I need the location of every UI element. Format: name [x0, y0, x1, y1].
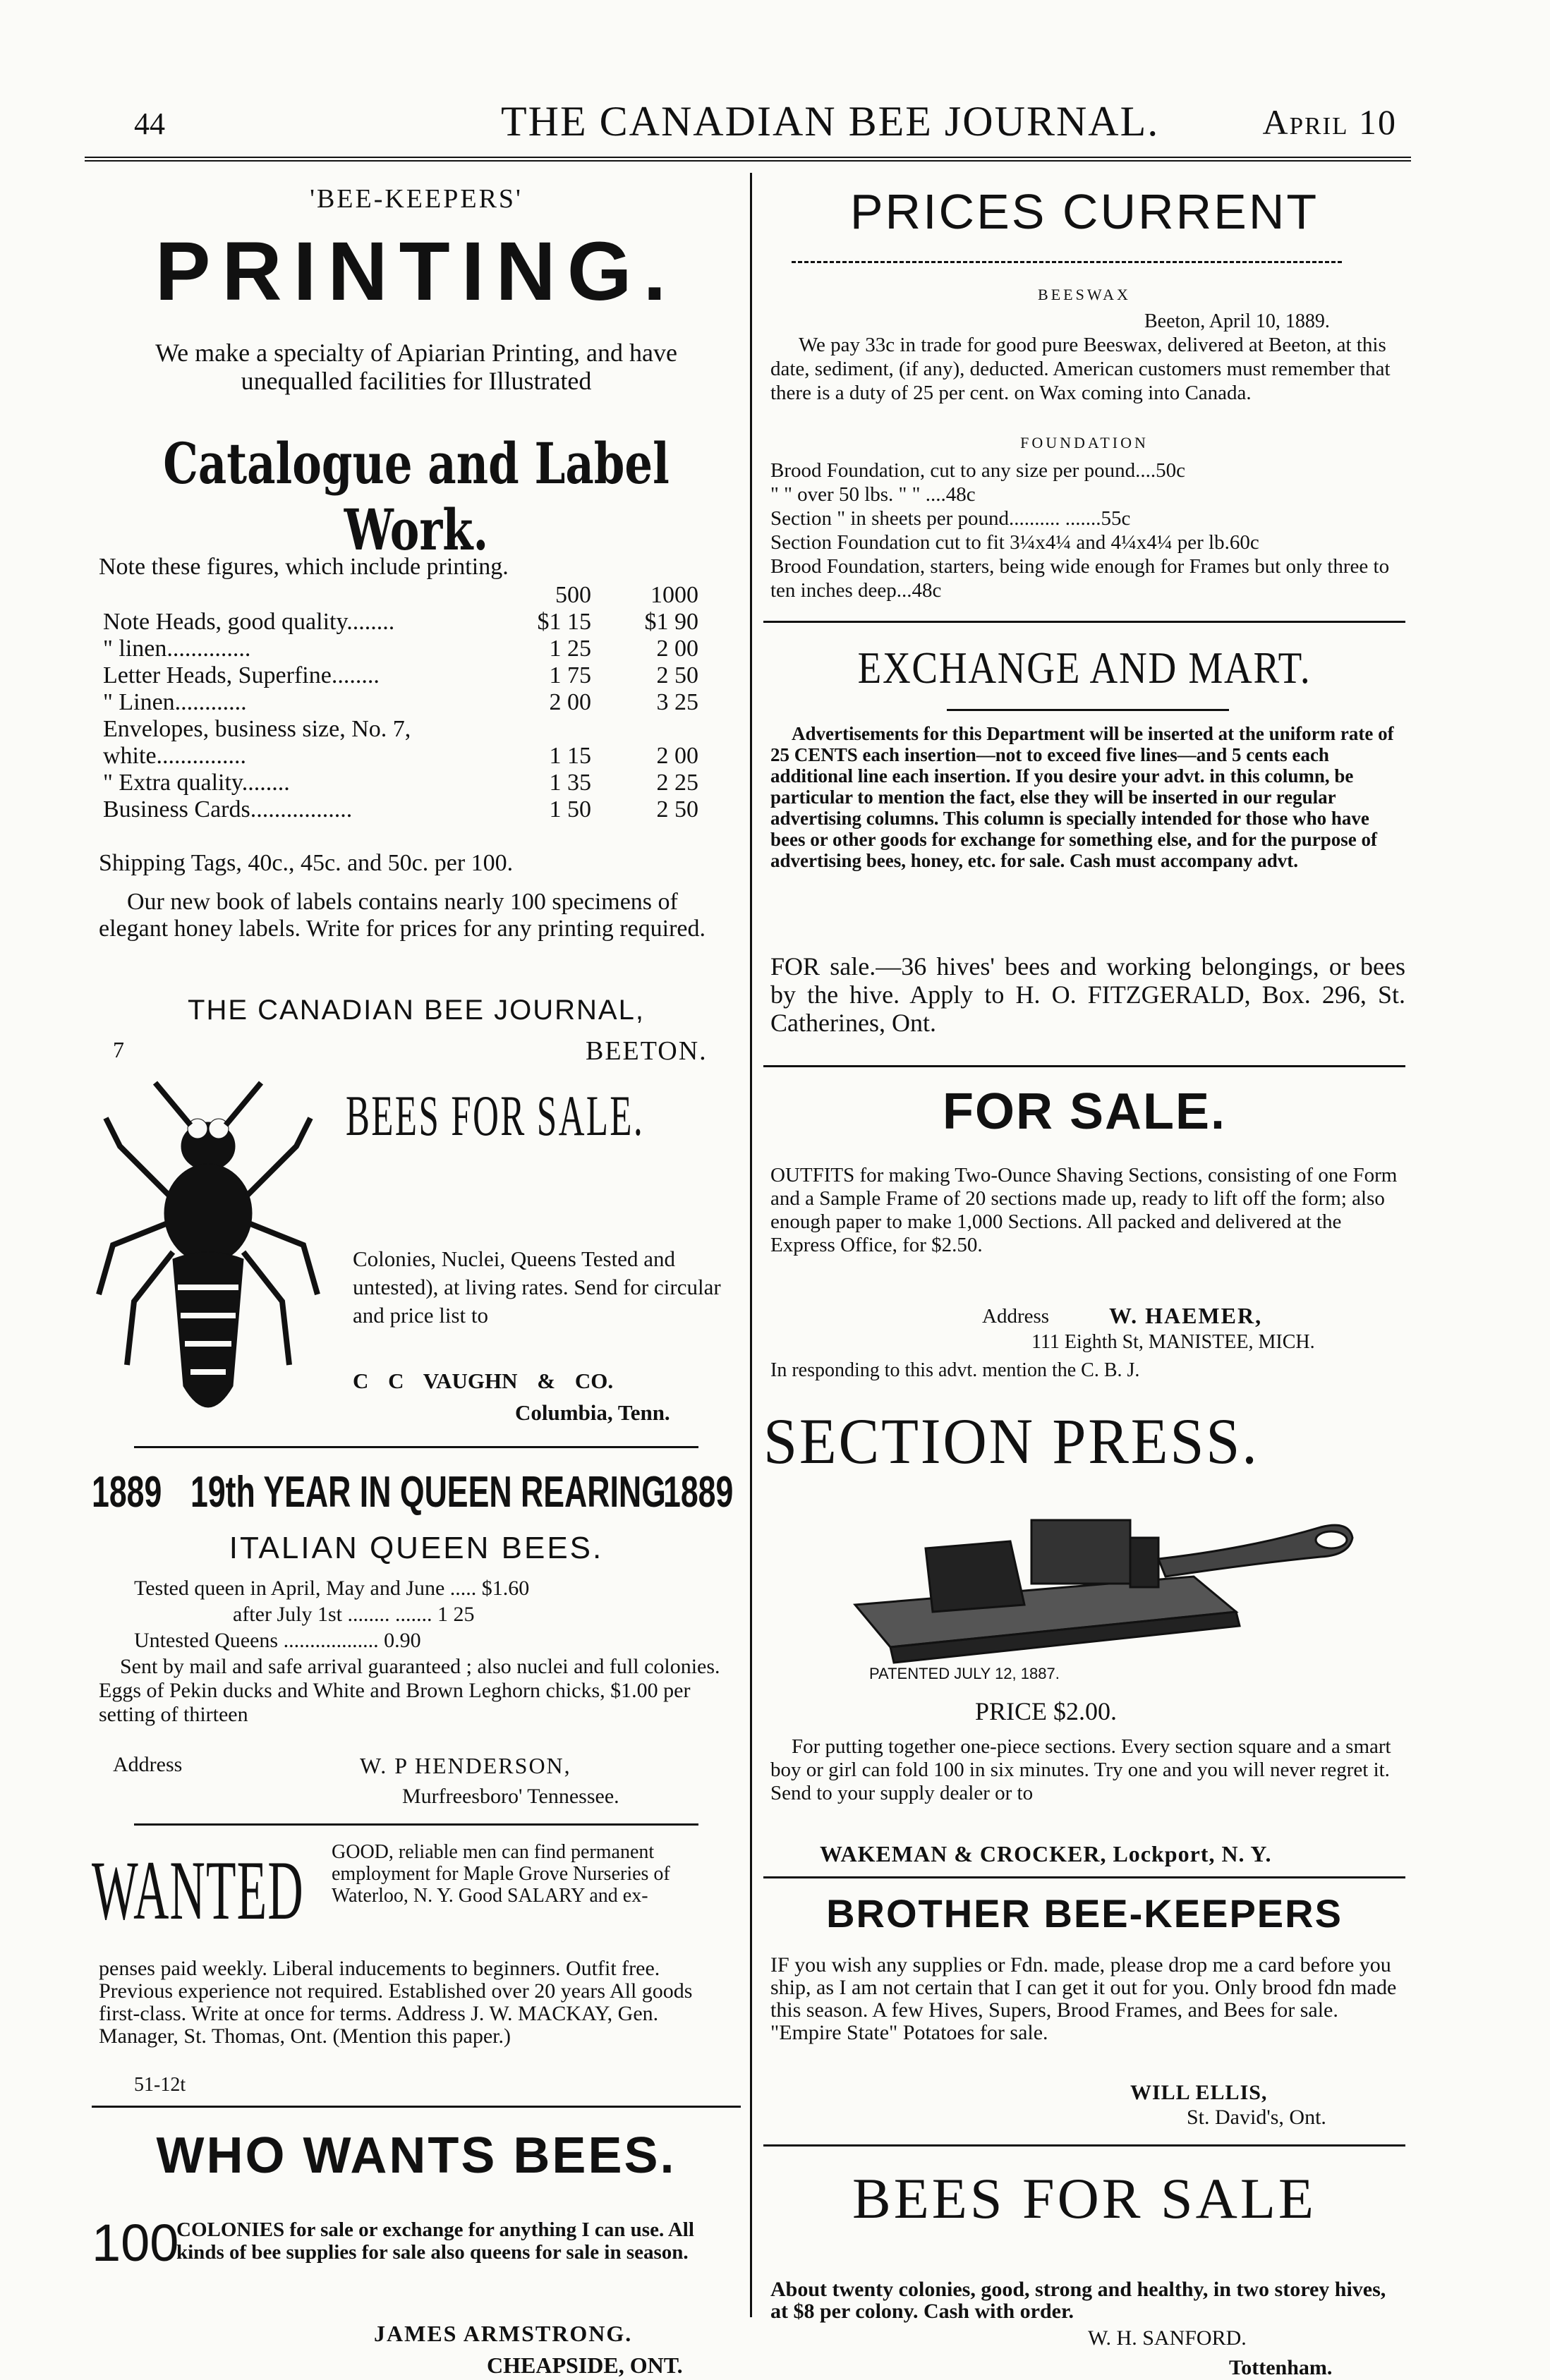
prices-dateline: Beeton, April 10, 1889.: [1144, 310, 1330, 332]
wanted-number: 51-12t: [134, 2074, 186, 2096]
queen-line-1: Tested queen in April, May and June ..... $1.60: [134, 1577, 530, 1600]
column-divider: [750, 173, 752, 2317]
divider: [134, 1446, 698, 1448]
labels-text: Our new book of labels contains nearly 100 specimens of elegant honey labels. Write for prices for any printing required.: [99, 889, 706, 942]
printing-subtitle: Catalogue and Label Work.: [163, 430, 670, 563]
page-number: 44: [134, 107, 165, 141]
exchange-title: EXCHANGE AND MART.: [857, 643, 1312, 693]
queen-year-right: 1889: [663, 1468, 734, 1517]
divider: [763, 1876, 1405, 1878]
table-row: " linen.............. 1 25 2 00: [103, 636, 698, 662]
table-row: Business Cards................. 1 50 2 50: [103, 796, 698, 822]
divider: [763, 621, 1405, 623]
prices-title: PRICES CURRENT: [849, 184, 1319, 239]
for-sale-body: OUTFITS for making Two-Ounce Shaving Sections, consisting of one Form and a Sample Frame of 20 sections made up, ready to lift off the form; also enough paper to make 1,000 Sections. All packed and delivered at the Express Office, for $2.50.: [770, 1164, 1398, 1256]
table-row: Envelopes, business size, No. 7,: [103, 716, 411, 742]
brother-signature: WILL ELLIS,: [1130, 2081, 1268, 2104]
foundation-line: " " over 50 lbs. " " ....48c: [770, 483, 976, 506]
who-wants-body: COLONIES for sale or exchange for anything I can use. All kinds of bee supplies for sale also queens for sale in season.: [176, 2218, 694, 2264]
queen-body: Sent by mail and safe arrival guaranteed ; also nuclei and full colonies. Eggs of Pekin ducks and White and Brown Leghorn chicks, $1.00 per setting of thirteen: [99, 1655, 720, 1726]
for-sale-signature: W. HAEMER,: [1109, 1303, 1263, 1328]
queen-year-left: 1889: [92, 1468, 162, 1517]
table-row: Note Heads, good quality........ $1 15 $1 90: [103, 609, 698, 635]
printing-place: BEETON.: [586, 1036, 708, 1066]
queen-line-3: Untested Queens .................. 0.90: [134, 1629, 421, 1652]
printing-intro: We make a specialty of Apiarian Printing, and have unequalled facilities for Illustrated: [155, 339, 677, 395]
shipping-tags: Shipping Tags, 40c., 45c. and 50c. per 100.: [99, 850, 514, 876]
sanford-title: BEES FOR SALE: [852, 2166, 1316, 2230]
queen-line-2: after July 1st ........ ....... 1 25: [233, 1603, 475, 1626]
exchange-body: Advertisements for this Department will be inserted at the uniform rate of 25 CENTS each insertion—not to exceed five lines—and 5 cents each additional line each insertion. If you desire your advt. in this column, be particular to mention the fact, else they will be inserted in our regular advertising columns. This column is specially intended for those who have bees or other goods for exchange for something else, and for the purpose of advertising bees, honey, etc. for sale. Cash must accompany advt.: [770, 723, 1394, 871]
for-sale-note: In responding to this advt. mention the C. B. J.: [770, 1359, 1140, 1381]
who-wants-title: WHO WANTS BEES.: [156, 2127, 677, 2184]
press-signature: WAKEMAN & CROCKER, Lockport, N. Y.: [820, 1841, 1272, 1866]
foundation-line: Brood Foundation, starters, being wide enough for Frames but only three to ten inches deep...48c: [770, 555, 1390, 602]
ad-number: 7: [113, 1037, 124, 1062]
bee-illustration-icon: [92, 1069, 325, 1435]
fitzgerald-ad: FOR sale.—36 hives' bees and working belongings, or bees by the hive. Apply to H. O. FITZGERALD, Box. 296, St. Catherines, Ont.: [770, 952, 1405, 1037]
wanted-title: WANTED: [92, 1843, 304, 1937]
issue-date: April 10: [1262, 102, 1397, 142]
price-table: [99, 582, 703, 823]
vaughn-place: Columbia, Tenn.: [515, 1400, 670, 1425]
press-body: For putting together one-piece sections. Every section square and a smart boy or girl can fold 100 in six minutes. Try one and you will never regret it. Send to your supply dealer or to: [770, 1735, 1391, 1804]
queen-address-label: Address: [113, 1753, 183, 1776]
journal-title: THE CANADIAN BEE JOURNAL.: [501, 98, 1160, 145]
beeswax-label: BEESWAX: [1038, 286, 1131, 303]
running-header: [85, 92, 1411, 155]
printing-kicker: 'BEE-KEEPERS': [310, 184, 523, 214]
beeswax-body: We pay 33c in trade for good pure Beeswax, delivered at Beeton, at this date, sediment, (if any), deducted. American customers must remember that there is a duty of 25 per cent. on Wax coming into Canada.: [770, 334, 1391, 404]
foundation-line: Section " in sheets per pound.......... .......55c: [770, 507, 1131, 530]
divider: [792, 261, 1342, 263]
col-500: 500: [555, 582, 591, 608]
vaughn-body: Colonies, Nuclei, Queens Tested and untested), at living rates. Send for circular and price list to: [353, 1246, 721, 1328]
divider: [763, 1065, 1405, 1067]
divider: [134, 1823, 698, 1826]
press-patent: PATENTED JULY 12, 1887.: [869, 1665, 1060, 1682]
brother-title: BROTHER BEE-KEEPERS: [826, 1891, 1343, 1936]
queen-title: 19th YEAR IN QUEEN REARING: [190, 1468, 666, 1517]
table-row: white............... 1 15 2 00: [103, 743, 698, 769]
press-price: PRICE $2.00.: [975, 1697, 1118, 1725]
sanford-signature: W. H. SANFORD.: [1088, 2326, 1247, 2350]
foundation-label: FOUNDATION: [1020, 434, 1149, 451]
queen-place: Murfreesboro' Tennessee.: [402, 1785, 619, 1808]
for-sale-place: 111 Eighth St, MANISTEE, MICH.: [1031, 1331, 1315, 1353]
queen-signature: W. P HENDERSON,: [360, 1753, 571, 1778]
brother-body: IF you wish any supplies or Fdn. made, please drop me a card before you ship, as I am not certain that I can get it out for you. Only brood fdn made this season. A few Hives, Supers, Brood Frames, and Bees for sale. "Empire State" Potatoes for sale.: [770, 1953, 1397, 2044]
divider: [947, 709, 1229, 711]
sanford-body: About twenty colonies, good, strong and healthy, in two storey hives, at $8 per colony. Cash with order.: [770, 2278, 1386, 2323]
section-press-illustration-icon: [827, 1499, 1363, 1668]
hundred-big: 100: [92, 2214, 179, 2272]
foundation-line: Brood Foundation, cut to any size per pound....50c: [770, 459, 1185, 482]
col-1000: 1000: [650, 582, 698, 608]
divider: [92, 2106, 741, 2108]
divider: [763, 2144, 1405, 2147]
foundation-line: Section Foundation cut to fit 3¼x4¼ and 4¼x4¼ per lb.60c: [770, 531, 1259, 554]
vaughn-signature: C C VAUGHN & CO.: [353, 1368, 614, 1393]
who-wants-signature: JAMES ARMSTRONG.: [374, 2321, 633, 2346]
wanted-side: GOOD, reliable men can find permanent employment for Maple Grove Nurseries of Waterloo, N. Y. Good SALARY and ex-: [332, 1841, 670, 1907]
table-row: Letter Heads, Superfine........ 1 75 2 50: [103, 662, 698, 688]
brother-place: St. David's, Ont.: [1187, 2106, 1326, 2129]
vaughn-title: BEES FOR SALE.: [346, 1083, 645, 1148]
wanted-body: penses paid weekly. Liberal inducements to beginners. Outfit free. Previous experience not required. Established over 20 years All goods first-class. Write at once for terms. Address J. W. MACKAY, Gen. Manager, St. Thomas, Ont. (Mention this paper.): [99, 1957, 693, 2048]
printing-note: Note these figures, which include printing.: [99, 554, 509, 580]
table-row: " Linen............ 2 00 3 25: [103, 689, 698, 715]
queen-sub: ITALIAN QUEEN BEES.: [229, 1531, 604, 1565]
header-rule: [85, 157, 1411, 166]
table-row: " Extra quality........ 1 35 2 25: [103, 770, 698, 796]
who-wants-place: CHEAPSIDE, ONT.: [487, 2352, 683, 2378]
sanford-place: Tottenham.: [1229, 2356, 1333, 2379]
for-sale-title: FOR SALE.: [942, 1083, 1226, 1140]
printing-title: PRINTING.: [155, 225, 678, 318]
printing-signature: THE CANADIAN BEE JOURNAL,: [188, 995, 645, 1026]
section-press-title: SECTION PRESS.: [763, 1405, 1259, 1477]
for-sale-address-label: Address: [982, 1305, 1050, 1328]
